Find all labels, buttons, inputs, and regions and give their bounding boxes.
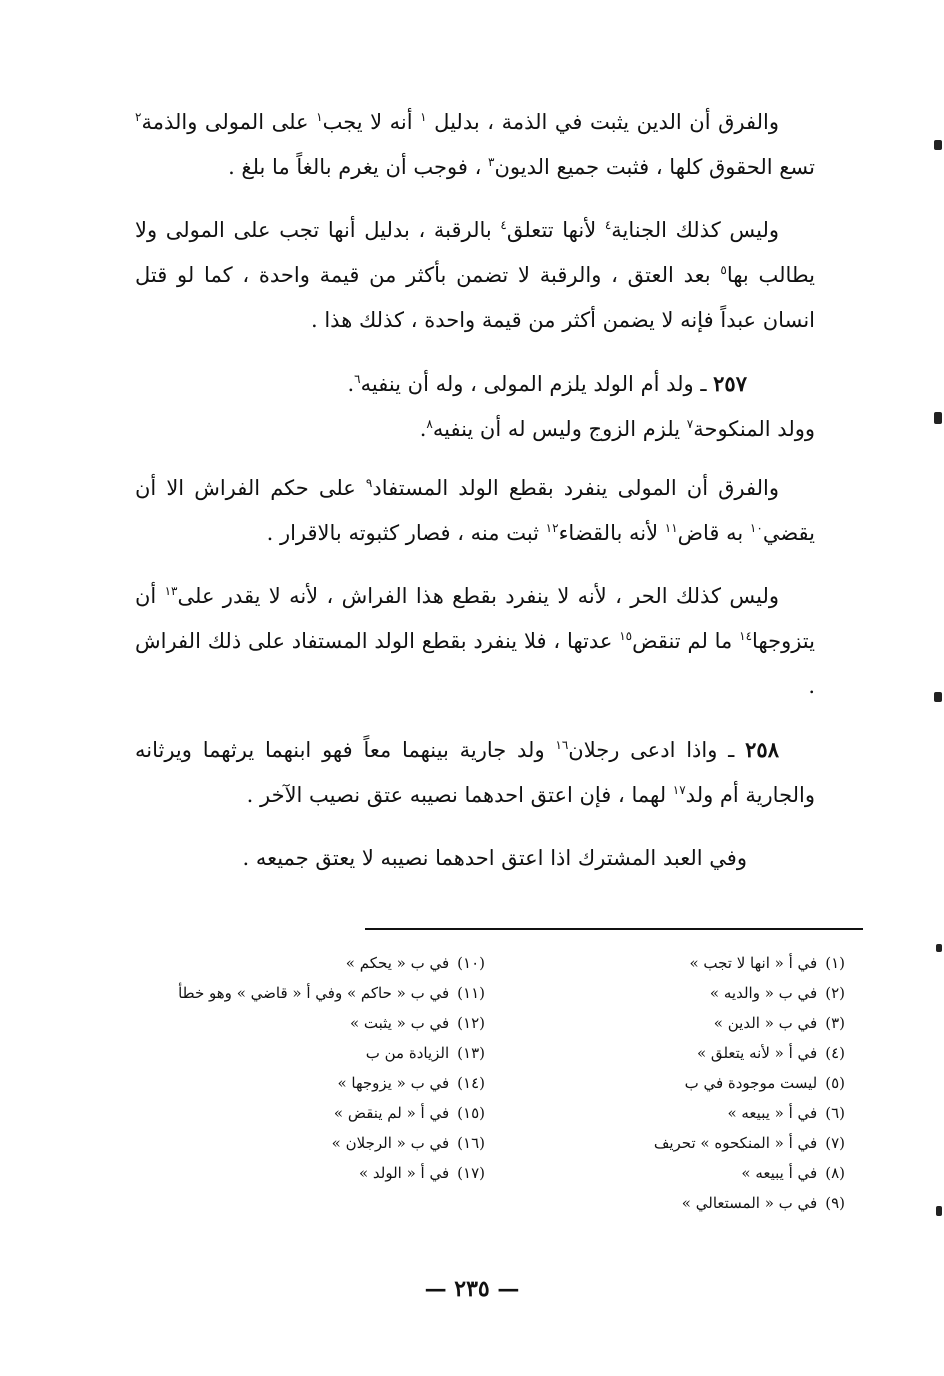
footnote-text: الزيادة من ب [365,1044,450,1062]
footnote-number: (٥) [825,1074,845,1092]
footnote [165,948,485,978]
footnote-ref: ١ [316,110,323,124]
footnote-text: في ب « الرجلان » [331,1134,450,1152]
paragraph-2: وليس كذلك الجناية$^٤$ لأنها تتعلق$^٤$ بالرقبة ، بدليل أنها تجب على المولى ولا يطالب بها$^٥$ بعد العتق ، والرقبة لا تضمن بأكثر من قيمة واحدة ، كما لو قتل انسان عبداً فإنه لا يضمن أكثر من قيمة واحدة ، كذلك هذا . [135,218,815,332]
footnote-ref: ١٧ [672,783,686,797]
footnote-number: (٤) [825,1044,845,1062]
section-number: ٢٥٨ [745,737,779,762]
footnote-ref: ٦ [354,372,361,386]
footnote-ref: ٩ [365,476,373,490]
footnote-text: في أ « الولد » [358,1164,450,1182]
footnote-number: (١٠) [457,954,485,972]
paragraph-5: وليس كذلك الحر ، لأنه لا ينفرد بقطع هذا الفراش ، لأنه لا يقدر على$^{١٣}$ أن يتزوجها$^{١٤}$ ما لم تنقض$^{١٥}$ عدتها ، فلا ينفرد بقطع الولد المستفاد على ذلك الفراش . [135,584,815,698]
footnote-ref: ١٠ [749,521,763,535]
paragraph-4: والفرق أن المولى ينفرد بقطع الولد المستفاد$^٩$ على حكم الفراش الا أن يقضي$^{١٠}$ به قاض$^{١١}$ لأنه بالقضاء$^{١٢}$ ثبت منه ، فصار كثبوته بالاقرار . [135,476,815,545]
section-number: ٢٥٧ [713,371,747,396]
footnote-text: في ب « يزوجها » [337,1074,450,1092]
footnote-ref: ٣ [488,155,495,169]
footnote-text: في أ « المنكحوه » تحريف [653,1134,818,1152]
footnote [165,1008,485,1038]
scan-mark [934,412,942,424]
footnote-number: (١١) [457,984,485,1002]
footnote [500,1128,845,1158]
paragraph-6: ٢٥٨ ـ واذا ادعى رجلان$^{١٦}$ ولد جارية بينهما معاً فهو ابنهما يرثهما ويرثانه والجارية أم ولد$^{١٧}$ لهما ، فإن اعتق احدهما نصيبه عتق نصيب الآخر . [135,737,815,807]
footnote-ref: ١٦ [555,738,569,752]
footnote-number: (٣) [825,1014,845,1032]
footnote [500,948,845,978]
footnote-ref: ٥ [720,263,727,277]
page-number: — ٢٣٥ — [424,1276,520,1302]
footnote-ref: ١٣ [164,584,178,598]
footnote [165,1098,485,1128]
footnote-text: في ب « الدين » [713,1014,818,1032]
scan-mark [936,944,942,952]
footnote-text: في أ يبيعه » [741,1164,818,1182]
paragraph-7: وفي العبد المشترك اذا اعتق احدهما نصيبه لا يعتق جميعه . [242,846,747,870]
footnote-text: ليست موجودة في ب [684,1074,818,1092]
footnote-text: في أ « انها لا تجب » [689,954,818,972]
footnote-number: (١٧) [457,1164,485,1182]
footnote-number: (٨) [825,1164,845,1182]
footnote-ref: ٤ [500,218,507,232]
footnote-number: (٩) [825,1194,845,1212]
footnote [500,1008,845,1038]
footnote-text: في أ « لم ينقض » [333,1104,450,1122]
footnote-number: (١٥) [457,1104,485,1122]
paragraph-3: ٢٥٧ ـ ولد أم الولد يلزم المولى ، وله أن ينفيه$^٦$. وولد المنكوحة$^٧$ يلزم الزوج وليس له أن ينفيه$^٨$. [347,371,815,441]
footnote-text: في أ « لأنه يتعلق » [696,1044,818,1062]
footnote-number: (١٦) [457,1134,485,1152]
footnote-text: في ب « المستعالي » [681,1194,818,1212]
footnote [500,1038,845,1068]
paragraph-1: والفرق أن الدين يثبت في الذمة ، بدليل $^١$ أنه لا يجب$^١$ على المولى والذمة$^٢$ تسع الحقوق كلها ، فثبت جميع الديون$^٣$ ، فوجب أن يغرم بالغاً ما بلغ . [135,110,815,179]
footnote-number: (١) [825,954,845,972]
footnote [500,1158,845,1188]
footnote [165,1128,485,1158]
scan-mark [934,140,942,150]
footnote-number: (١٣) [457,1044,485,1062]
footnote [165,1158,485,1188]
footnote-text: في ب « حاكم » وفي أ « قاضي » وهو خطأ [178,984,450,1002]
footnote-ref: ٢ [135,110,142,124]
footnote [165,978,485,1008]
footnote [165,1038,485,1068]
scan-mark [936,1206,942,1216]
footnote [500,978,845,1008]
footnote [500,1098,845,1128]
footnote-ref: ٧ [686,417,694,431]
footnote-ref: ١ [420,110,427,124]
footnote-ref: ٤ [604,218,612,232]
footnotes-left-column [165,948,485,1188]
footnote-text: في ب « يثبت » [349,1014,450,1032]
footnote-number: (١٢) [457,1014,485,1032]
footnote [165,1068,485,1098]
footnote [500,1068,845,1098]
main-text [135,100,815,899]
footnote-ref: ١٤ [739,629,753,643]
footnote-ref: ١٢ [545,521,559,535]
footnote [500,1188,845,1218]
footnote-ref: ١٥ [619,629,633,643]
footnote-text: في أ « يبيعه » [727,1104,818,1122]
footnote-divider [365,928,863,930]
footnote-number: (٦) [825,1104,845,1122]
scan-mark [934,692,942,702]
footnote-ref: ١١ [664,521,678,535]
footnote-number: (٢) [825,984,845,1002]
footnote-number: (١٤) [457,1074,485,1092]
footnote-text: في ب « يحكم » [345,954,450,972]
footnote-text: في ب « والديه » [709,984,818,1002]
footnotes-right-column [500,948,845,1218]
footnote-ref: ٨ [426,417,433,431]
footnote-number: (٧) [825,1134,845,1152]
